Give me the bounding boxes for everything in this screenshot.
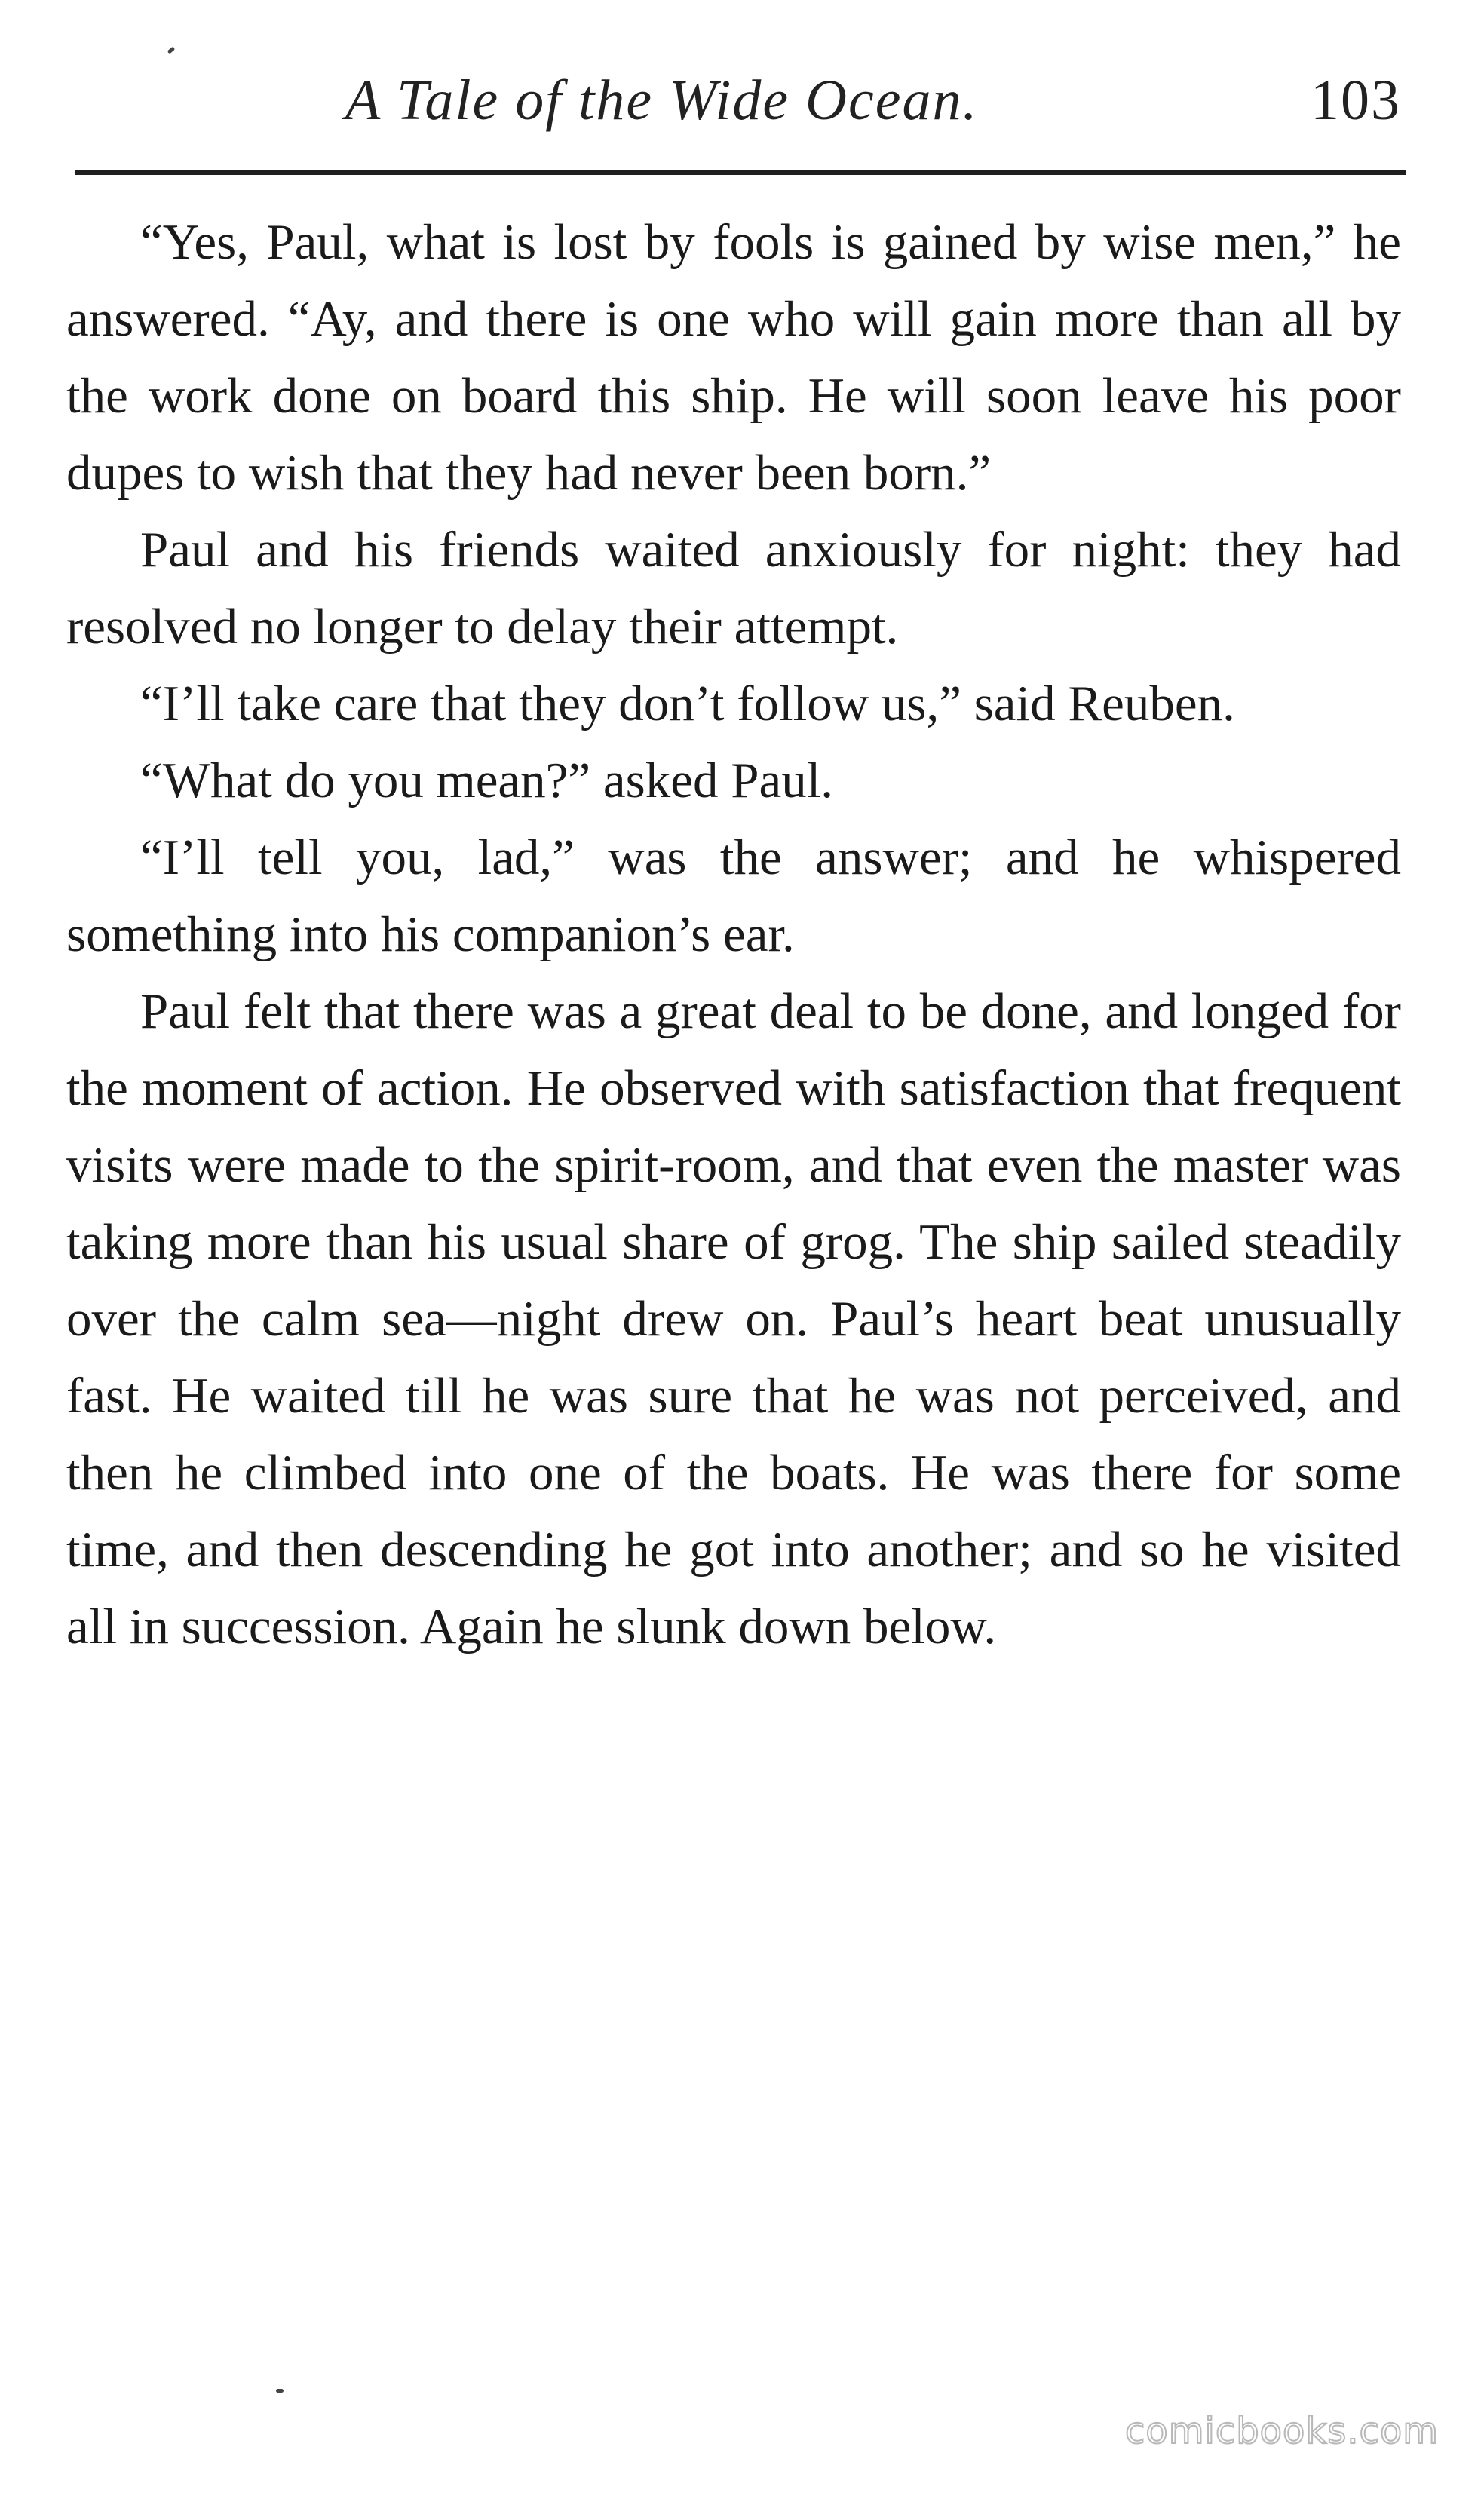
- ink-speck-bottom: [276, 2389, 284, 2393]
- running-title: A Tale of the Wide Ocean.: [345, 69, 979, 132]
- watermark: comicbooks.com: [1124, 2410, 1439, 2452]
- paragraph: “Yes, Paul, what is lost by fools is gained by wise men,” he answered. “Ay, and there is one who will gain more than all by the work done on board this ship. He will soon leave his poor dupes to wish that they had never been born.”: [66, 214, 1401, 501]
- body-text: [66, 204, 1401, 1665]
- paragraph: Paul and his friends waited anxiously for night: they had resolved no longer to delay their attempt.: [66, 522, 1401, 655]
- paragraph: “What do you mean?” asked Paul.: [140, 753, 834, 808]
- page-header: [66, 60, 1401, 173]
- paragraph: “I’ll take care that they don’t follow us,” said Reuben.: [140, 676, 1235, 731]
- header-rule: [75, 170, 1406, 175]
- ink-speck-top: [167, 46, 176, 54]
- paragraph: Paul felt that there was a great deal to be done, and longed for the moment of action. He observed with satisfaction that frequent visits were made to the spirit-room, and that even the master was taking more than his usual share of grog. The ship sailed steadily over the calm sea—night drew on. Paul’s heart beat unusually fast. He waited till he was sure that he was not perceived, and then he climbed into one of the boats. He was there for some time, and then descending he got into another; and so he visited all in succession. Again he slunk down below.: [66, 983, 1401, 1654]
- paragraph: “I’ll tell you, lad,” was the answer; and he whispered something into his companion’s ear.: [66, 829, 1401, 962]
- page-number: 103: [1311, 69, 1401, 132]
